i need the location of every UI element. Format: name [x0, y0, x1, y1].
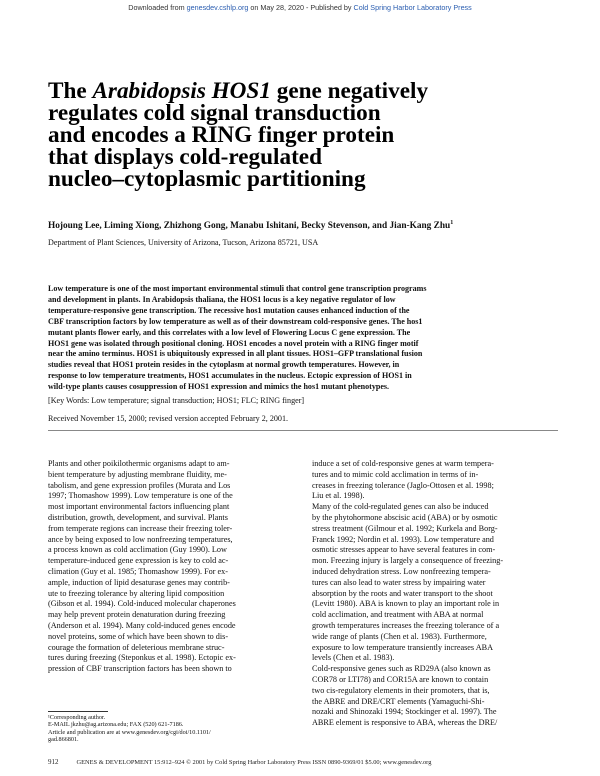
author-names: Hojoung Lee, Liming Xiong, Zhizhong Gong, Manabu Ishitani, Becky Stevenson, and Jian-Kang Zhu	[48, 221, 451, 232]
received-dates: Received November 15, 2000; revised version accepted February 2, 2001.	[48, 414, 289, 423]
body-line: Liu et al. 1998).	[312, 491, 365, 501]
banner-prefix: Downloaded from	[128, 3, 187, 12]
body-line: stress treatment (Gilmour et al. 1992; Kurkela and Borg-	[312, 523, 498, 533]
footnote-line: gad.866801.	[48, 736, 79, 744]
body-line: may help prevent protein denaturation during freezing	[48, 610, 226, 620]
footnote	[48, 714, 288, 744]
body-line: mon. Freezing injury is largely a consequence of freezing-	[312, 556, 504, 566]
body-line: Franck 1992; Nordin et al. 1993). Low temperature and	[312, 534, 494, 544]
banner-middle: on May 28, 2020 - Published by	[248, 3, 354, 12]
body-line: nozaki and Shinozaki 1994; Stockinger et al. 1997). The	[312, 707, 497, 717]
body-line: levels (Chen et al. 1983).	[312, 653, 395, 663]
body-line: ance by being exposed to low nonfreezing temperatures,	[48, 534, 233, 544]
page-footer	[48, 758, 431, 766]
body-line: from temperate regions can increase their freezing toler-	[48, 523, 233, 533]
body-line: courage the formation of deleterious membrane struc-	[48, 642, 225, 652]
body-line: creases in freezing tolerance (Jaglo-Ottosen et al. 1998;	[312, 480, 494, 490]
paper-title	[48, 80, 568, 190]
download-banner	[0, 3, 600, 12]
body-line: (Gibson et al. 1994). Cold-induced molecular chaperones	[48, 599, 236, 609]
body-line: (Anderson et al. 1994). Many cold-induced genes encode	[48, 620, 236, 630]
footnote-divider	[48, 711, 108, 712]
title-line: regulates cold signal transduction	[48, 100, 381, 126]
footnote-line: E-MAIL jkzhu@ag.arizona.edu; FAX (520) 621-7186.	[48, 721, 184, 729]
body-line: Cold-responsive genes such as RD29A (also known as	[312, 664, 491, 674]
footnote-line: Article and publication are at www.genesdev.org/cgi/doi/10.1101/	[48, 728, 211, 736]
affiliation: Department of Plant Sciences, University of Arizona, Tucson, Arizona 85721, USA	[48, 238, 319, 247]
body-line: temperature-induced gene expression is key to cold ac-	[48, 556, 229, 566]
body-line: by the phytohormone abscisic acid (ABA) or by osmotic	[312, 512, 498, 522]
body-line: novel proteins, some of which have been shown to dis-	[48, 631, 229, 641]
body-line: induced dehydration stress. Low nonfreezing tempera-	[312, 566, 491, 576]
body-line: COR78 or LTI78) and COR15A are known to contain	[312, 674, 489, 684]
banner-site-link[interactable]: genesdev.cshlp.org	[186, 3, 249, 12]
body-line: (Levitt 1980). ABA is known to play an important role in	[312, 599, 500, 609]
body-line: climation (Guy et al. 1985; Thomashow 1999). For ex-	[48, 566, 228, 576]
body-line: tabolism, and gene expression profiles (Murata and Los	[48, 480, 231, 490]
abstract-line: near the amino terminus. HOS1 is ubiquitously expressed in all plant tissues. HOS1–GFP translational fusion	[48, 349, 423, 359]
author-list	[48, 220, 453, 231]
abstract-line: HOS1 gene was isolated through positional cloning. HOS1 encodes a novel protein with a RING finger motif	[48, 338, 419, 348]
body-line: ute to freezing tolerance by altering lipid composition	[48, 588, 225, 598]
body-line: the ABRE and DRE/CRT elements (Yamaguchi-Shi-	[312, 696, 485, 706]
body-line: pression of CBF transcription factors has been shown to	[48, 664, 232, 674]
title-line: and encodes a RING finger protein	[48, 122, 395, 148]
body-line: osmotic stresses appear to have several features in com-	[312, 545, 496, 555]
body-column-left	[48, 459, 288, 675]
body-line: a process known as cold acclimation (Guy 1990). Low	[48, 545, 227, 555]
abstract-line: temperature-responsive gene transcription. The recessive hos1 mutation causes enhanced induction of the	[48, 305, 410, 315]
abstract	[48, 284, 560, 393]
body-column-right	[312, 459, 552, 729]
author-sup: 1	[450, 220, 454, 226]
abstract-line: wild-type plants causes cosuppression of HOS1 expression and mimics the hos1 mutant phenotypes.	[48, 382, 390, 392]
body-line: tures during freezing (Steponkus et al. 1998). Ectopic ex-	[48, 653, 236, 663]
body-line: tures and to mimic cold acclimation in terms of in-	[312, 469, 479, 479]
key-words: [Key Words: Low temperature; signal transduction; HOS1; FLC; RING finger]	[48, 396, 305, 405]
body-line: wide range of plants (Chen et al. 1983). Furthermore,	[312, 631, 487, 641]
body-line: cold acclimation, and treatment with ABA at normal	[312, 610, 484, 620]
body-line: ABRE element is responsive to ABA, whereas the DRE/	[312, 718, 498, 728]
body-line: Many of the cold-regulated genes can also be induced	[312, 502, 489, 512]
title-line: The Arabidopsis HOS1 gene negatively	[48, 78, 429, 104]
body-line: Plants and other poikilothermic organisms adapt to am-	[48, 459, 230, 468]
abstract-line: mutant plants flower early, and this correlates with a low level of Flowering Locus C gene expression. The	[48, 327, 411, 337]
journal-citation: GENES & DEVELOPMENT 15:912–924 © 2001 by Cold Spring Harbor Laboratory Press ISSN 0890-9369/01 $5.00; www.genesdev.org	[76, 759, 432, 766]
abstract-line: studies reveal that HOS1 protein resides in the cytoplasm at normal growth temperatures. However, in	[48, 360, 400, 370]
body-line: induce a set of cold-responsive genes at warm tempera-	[312, 459, 494, 468]
body-line: distribution, growth, development, and survival. Plants	[48, 512, 228, 522]
page-number: 912	[48, 758, 59, 766]
abstract-line: Low temperature is one of the most important environmental stimuli that control gene transcription programs	[48, 284, 427, 293]
abstract-line: and development in plants. In Arabidopsis thaliana, the HOS1 locus is a key negative regulator of low	[48, 294, 396, 304]
title-line: that displays cold-regulated	[48, 144, 322, 170]
body-line: two cis-regulatory elements in their promoters, that is,	[312, 685, 490, 695]
title-line: nucleo–cytoplasmic partitioning	[48, 166, 366, 192]
body-line: growth temperatures increases the freezing tolerance of a	[312, 620, 500, 630]
body-line: exposure to low temperature transiently increases ABA	[312, 642, 493, 652]
abstract-line: CBF transcription factors by low temperature as well as of their downstream cold-responsive genes. The hos1	[48, 316, 423, 326]
abstract-line: response to low temperature treatments, HOS1 accumulates in the nucleus. Ectopic expression of HOS1 in	[48, 371, 412, 381]
body-line: most important environmental factors influencing plant	[48, 502, 230, 512]
body-line: tures can also lead to water stress by impairing water	[312, 577, 486, 587]
section-divider	[48, 430, 558, 431]
body-line: 1997; Thomashow 1999). Low temperature is one of the	[48, 491, 233, 501]
body-line: ample, induction of lipid desaturase genes may contrib-	[48, 577, 230, 587]
body-line: bient temperature by adjusting membrane fluidity, me-	[48, 469, 227, 479]
footnote-line: ¹Corresponding author.	[48, 714, 106, 721]
banner-publisher-link[interactable]: Cold Spring Harbor Laboratory Press	[353, 3, 472, 12]
body-line: absorption by the roots and water transport to the shoot	[312, 588, 493, 598]
